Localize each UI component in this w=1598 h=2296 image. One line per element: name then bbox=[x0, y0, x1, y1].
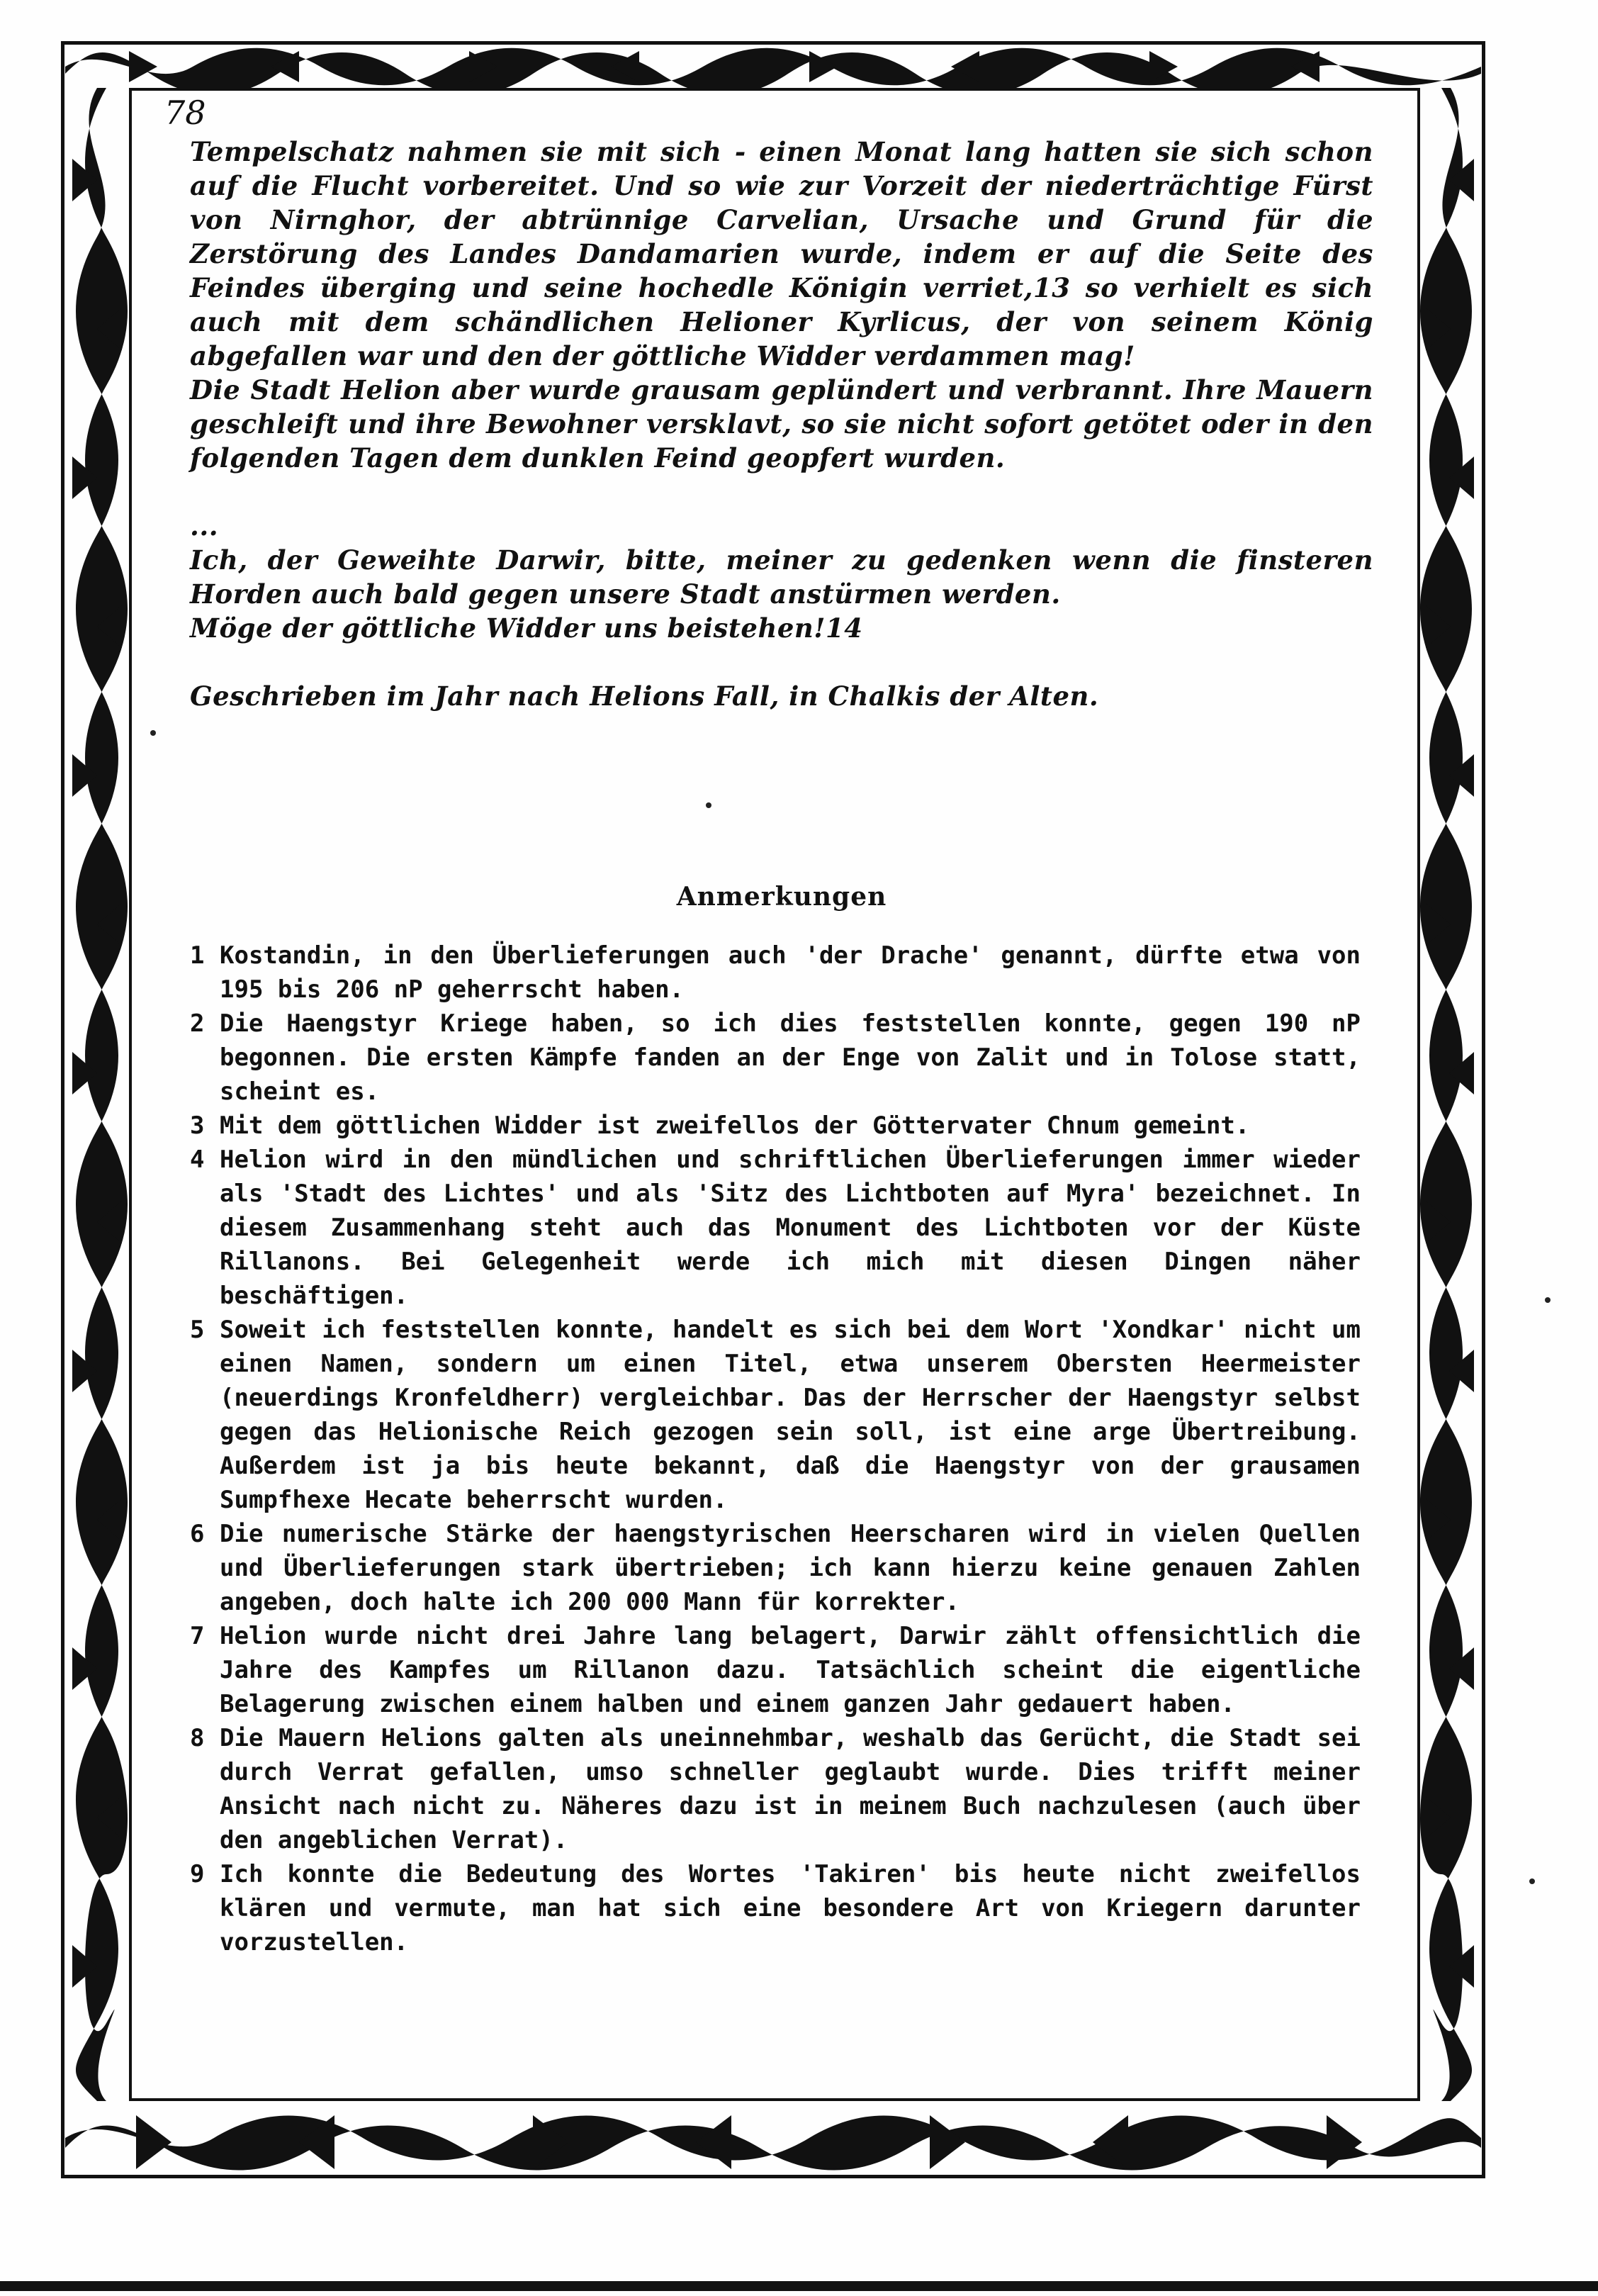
note-item bbox=[190, 1517, 1373, 1619]
note-item bbox=[190, 1313, 1373, 1517]
note-item bbox=[190, 939, 1373, 1007]
note-number: 2 bbox=[190, 1009, 205, 1038]
scan-speck bbox=[1545, 1297, 1551, 1303]
note-text: Soweit ich feststellen konnte, handelt es sich bei dem Wort 'Xondkar' nicht um einen Namen, sondern um einen Titel, etwa unserem Obersten Heermeister (neuerdings Kronfeldherr) vergleichbar. Das der Herrscher der Haengstyr selbst gegen das Helionische Reich gezogen sein soll, ist eine arge Übertreibung. Außerdem ist ja bis heute bekannt, daß die Haengstyr von der grausamen Sumpfhexe Hecate beherrscht wurden. bbox=[220, 1316, 1361, 1514]
frame-ornament-right bbox=[1420, 88, 1481, 2101]
narrative-paragraph-3: Ich, der Geweihte Darwir, bitte, meiner zu gedenken wenn die finsteren Horden auch bald gegen unsere Stadt anstürmen werden. bbox=[190, 544, 1373, 610]
scan-speck bbox=[1529, 1878, 1535, 1884]
note-item bbox=[190, 1619, 1373, 1721]
note-text: Kostandin, in den Überlieferungen auch 'der Drache' genannt, dürfte etwa von 195 bis 206 nP geherrscht haben. bbox=[220, 941, 1361, 1004]
notes-heading: Anmerkungen bbox=[676, 882, 887, 912]
narrative-paragraph-2: Die Stadt Helion aber wurde grausam geplündert und verbrannt. Ihre Mauern geschleift und ihre Bewohner versklavt, so sie nicht sofort getötet oder in den folgenden Tagen dem dunklen Feind geopfert wurden. bbox=[190, 374, 1373, 474]
note-item bbox=[190, 1109, 1373, 1143]
note-text: Helion wurde nicht drei Jahre lang belagert, Darwir zählt offensichtlich die Jahre des Kampfes um Rillanon dazu. Tatsächlich scheint die eigentliche Belagerung zwischen einem halben und einem ganzen Jahr gedauert haben. bbox=[220, 1622, 1361, 1718]
note-text: Mit dem göttlichen Widder ist zweifellos der Göttervater Chnum gemeint. bbox=[220, 1111, 1250, 1140]
page-content bbox=[190, 135, 1373, 1959]
note-text: Die numerische Stärke der haengstyrischen Heerscharen wird in vielen Quellen und Überlieferungen stark übertrieben; ich kann hierzu keine genauen Zahlen angeben, doch halte ich 200 000 Mann für korrekter. bbox=[220, 1520, 1361, 1616]
note-number: 3 bbox=[190, 1111, 205, 1140]
note-text: Die Haengstyr Kriege haben, so ich dies feststellen konnte, gegen 190 nP begonnen. Die ersten Kämpfe fanden an der Enge von Zalit und in Tolose statt, scheint es. bbox=[220, 1009, 1361, 1106]
note-text: Helion wird in den mündlichen und schriftlichen Überlieferungen immer wieder als 'Stadt des Lichtes' und als 'Sitz des Lichtboten auf Myra' bezeichnet. In diesem Zusammenhang steht auch das Monument des Lichtboten vor der Küste Rillanons. Bei Gelegenheit werde ich mich mit diesen Dingen näher beschäftigen. bbox=[220, 1146, 1361, 1310]
note-number: 4 bbox=[190, 1146, 205, 1174]
narrative-closing-line: Geschrieben im Jahr nach Helions Fall, in Chalkis der Alten. bbox=[190, 681, 1099, 712]
note-number: 9 bbox=[190, 1860, 205, 1888]
note-number: 5 bbox=[190, 1316, 205, 1344]
scan-bottom-edge bbox=[0, 2281, 1598, 2291]
note-number: 8 bbox=[190, 1724, 205, 1752]
note-number: 7 bbox=[190, 1622, 205, 1650]
note-item bbox=[190, 1857, 1373, 1959]
narrative-ellipsis: ... bbox=[190, 510, 219, 542]
narrative-paragraph-1: Tempelschatz nahmen sie mit sich - einen Monat lang hatten sie sich schon auf die Flucht vorbereitet. Und so wie zur Vorzeit der niederträchtige Fürst von Nirnghor, der abtrünnige Carvelian, Ursache und Grund für die Zerstörung des Landes Dandamarien wurde, indem er auf die Seite des Feindes überging und seine hochedle Königin verriet,13 so verhielt es sich auch mit dem schändlichen Helioner Kyrlicus, der von seinem König abgefallen war und den der göttliche Widder verdammen mag! bbox=[190, 136, 1373, 371]
note-number: 6 bbox=[190, 1520, 205, 1548]
note-item bbox=[190, 1007, 1373, 1109]
scan-speck bbox=[150, 730, 156, 736]
narrative-text bbox=[190, 135, 1373, 713]
note-item bbox=[190, 1143, 1373, 1313]
narrative-paragraph-4: Möge der göttliche Widder uns beistehen!14 bbox=[190, 612, 863, 644]
notes-list bbox=[190, 939, 1373, 1959]
page-number: 78 bbox=[164, 94, 206, 132]
note-text: Ich konnte die Bedeutung des Wortes 'Takiren' bis heute nicht zweifellos klären und vermute, man hat sich eine besondere Art von Kriegern darunter vorzustellen. bbox=[220, 1860, 1361, 1956]
note-item bbox=[190, 1721, 1373, 1857]
frame-ornament-bottom bbox=[65, 2101, 1481, 2175]
note-number: 1 bbox=[190, 941, 205, 970]
frame-ornament-top bbox=[65, 45, 1481, 88]
scan-speck bbox=[706, 802, 711, 808]
frame-ornament-left bbox=[65, 88, 129, 2101]
note-text: Die Mauern Helions galten als uneinnehmbar, weshalb das Gerücht, die Stadt sei durch Verrat gefallen, umso schneller geglaubt wurde. Dies trifft meiner Ansicht nach nicht zu. Näheres dazu ist in meinem Buch nachzulesen (auch über den angeblichen Verrat). bbox=[220, 1724, 1361, 1854]
